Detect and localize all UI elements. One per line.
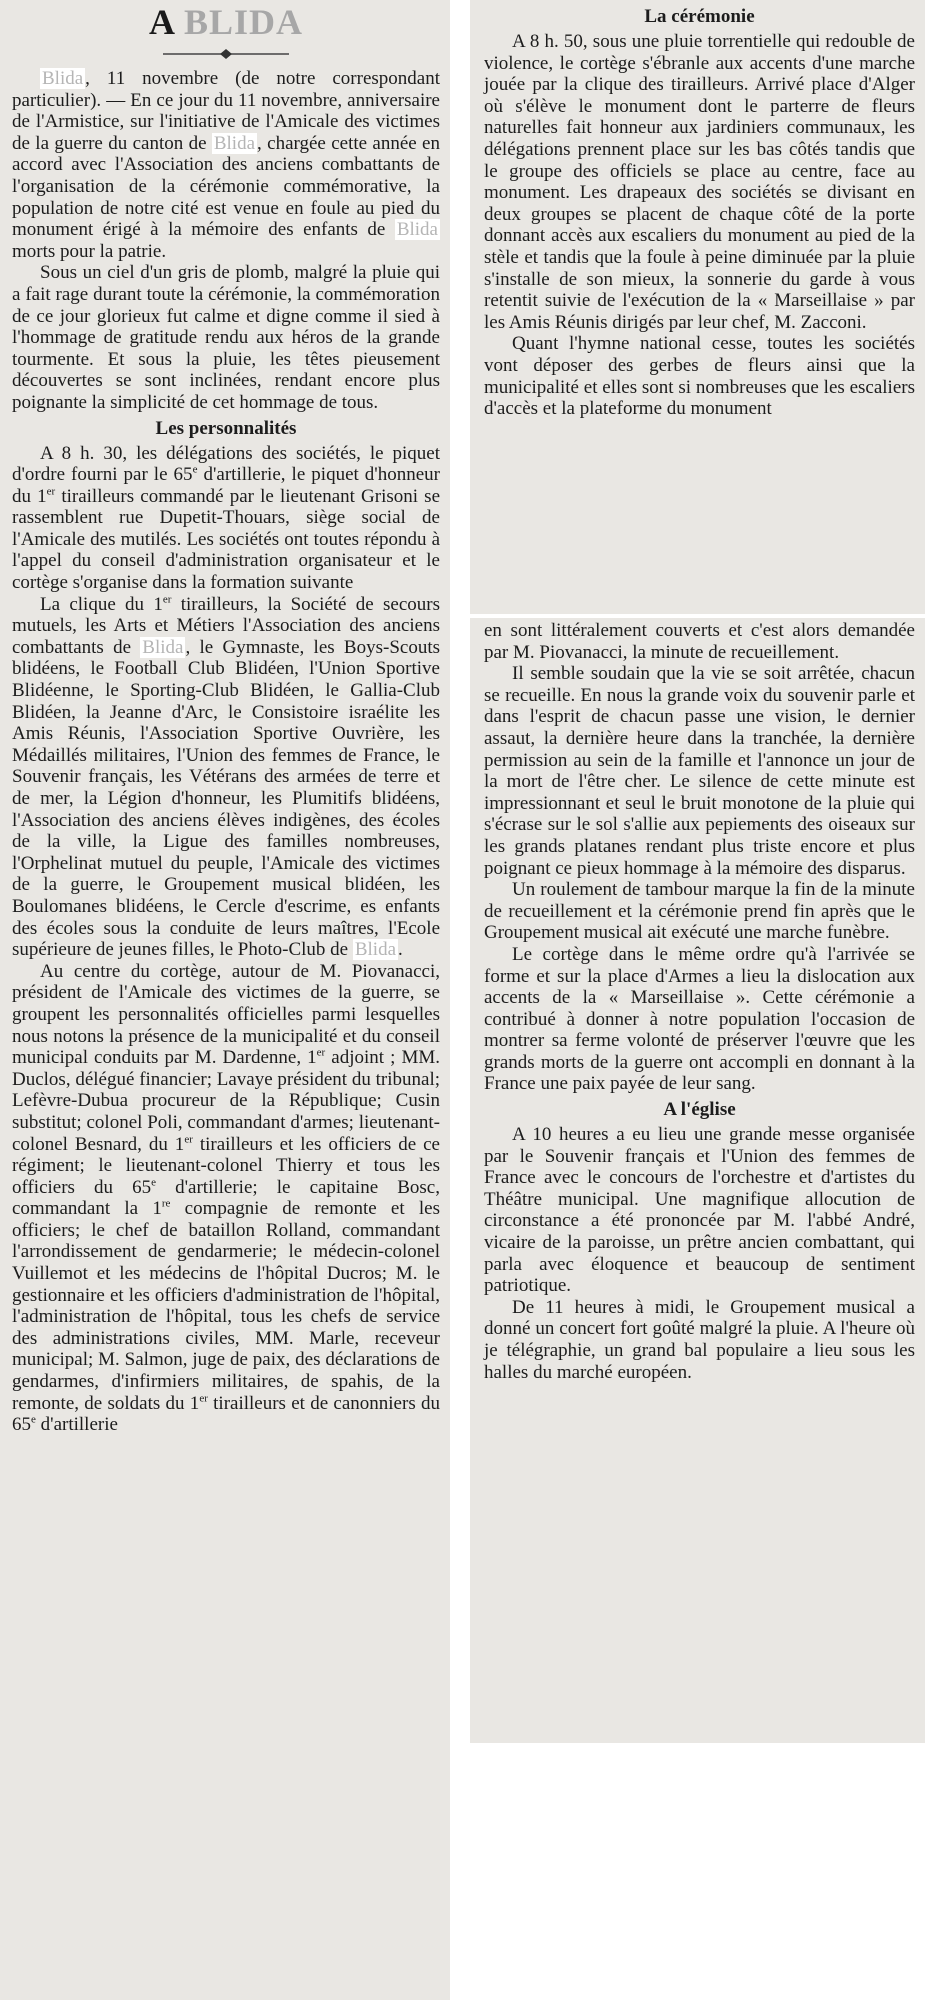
title-ornament — [12, 44, 440, 58]
paragraph-mass: A 10 heures a eu lieu une grande messe organisée par le Souvenir français et l'Union des femmes de France avec le concours de l'orchestre et d'artistes du Théâtre municipal. Une magnifique allocution de circonstance a été prononcée par M. l'abbé André, vicaire de la paroisse, un prêtre ancien combattant, qui parla avec éloquence et beaucoup de sentiment patriotique. — [484, 1124, 915, 1297]
section-heading-personnalites: Les personnalités — [155, 417, 297, 439]
article-column-1 — [0, 0, 450, 2000]
city-name: Blida — [42, 68, 84, 89]
city-name: Blida — [142, 636, 184, 658]
article-title: A BLIDA — [148, 2, 304, 42]
paragraph-officials: Au centre du cortège, autour de M. Piovanacci, président de l'Amicale des victimes de la guerre, se groupent les personnalités officielles parmi lesquelles nous notons la présence de la municipalité et du conseil municipal conduits par M. Dardenne, 1er adjoint ; MM. Duclos, délégué financier; Lavaye président du tribunal; Lefèvre-Dubua procureur de la République; Cusin substitut; colonel Poli, commandant d'armes; lieutenant-colonel Besnard, du 1er tirailleurs et les officiers de ce régiment; le lieutenant-colonel Thierry et tous les officiers du 65e d'artillerie; le capitaine Bosc, commandant la 1re compagnie de remonte et les officiers; le chef de bataillon Rolland, commandant l'arrondissement de gendarmerie; le médecin-colonel Vuillemot et les médecins de l'hôpital Ducros; M. le gestionnaire et les officiers d'administration de l'hôpital, l'administration de l'hôpital, tous les chefs de service des administrations civiles, MM. Marle, receveur municipal; M. Salmon, juge de paix, des déclarations de gendarmes, d'infirmiers militaires, de spahis, de la remonte, de soldats du 1er tirailleurs et de canonniers du 65e d'artillerie — [12, 960, 440, 1436]
paragraph-recollection: Il semble soudain que la vie se soit arrêtée, chacun se recueille. En nous la grande voix du souvenir parle et dans l'esprit de chacun passe une vision, le dernier assaut, la dernière heure dans la tranchée, la dernière permission au sein de la famille et l'annonce un jour de la mort de l'être cher. Le silence de cette minute est impressionnant et seul le bruit monotone de la pluie qui s'écrase sur le sol s'allie aux pepiements des oiseaux sur les grands platanes rendant plus triste encore et plus poignant ce pieux hommage à la mémoire des disparus. — [484, 663, 915, 879]
article-title-city: BLIDA — [183, 2, 304, 42]
paragraph-weather: Sous un ciel d'un gris de plomb, malgré la pluie qui a fait rage durant toute la cérémonie, la commémoration de ce jour glorieux fut calme et digne comme il sied à l'hommage de gratitude rendu aux héros de la grande tourmente. Et sous la pluie, les têtes pieusement découvertes se sont inclinées, rendant encore plus poignante la simplicité de cet hommage de tous. — [12, 262, 440, 413]
paragraph-wreaths: Quant l'hymne national cesse, toutes les sociétés vont déposer des gerbes de fleurs ainsi que la municipalité et elles sont si nombreuses que les escaliers d'accès et la plateforme du monument — [484, 333, 915, 420]
city-name: Blida — [213, 132, 256, 154]
city-name: Blida — [396, 219, 438, 241]
section-heading-eglise: A l'église — [663, 1099, 736, 1121]
article-column-2 — [470, 0, 925, 618]
paragraph-minute-silence: en sont littéralement couverts et c'est alors demandée par M. Piovanacci, la minute de recueillement. — [484, 620, 915, 663]
paragraph-drum-roll: Un roulement de tambour marque la fin de la minute de recueillement et la cérémonie prend fin après que le Groupement musical ait exécuté une marche funèbre. — [484, 879, 915, 944]
divider-ornament-icon — [161, 48, 291, 60]
paragraph-ceremony-start: A 8 h. 50, sous une pluie torrentielle qui redouble de violence, le cortège s'ébranle aux accents d'une marche jouée par la clique des tirailleurs. Arrivé place d'Alger où s'élève le monument dont le parterre de fleurs naturelles fait honneur aux jardiniers communaux, les délégations prennent place sur les bas côtés tandis que le groupe des officiels se place au centre, face au monument. Les drapeaux des sociétés se divisant en deux groupes se placent de chaque côté de la porte donnant accès aux escaliers du monument au pied de la stèle et tandis que la foule à peine diminuée par la pluie s'installe de son mieux, la sonnerie du garde à vous retentit suivie de l'exécution de la « Marseillaise » par les Amis Réunis dirigés par leur chef, M. Zacconi. — [484, 31, 915, 333]
paragraph-intro: Blida , 11 novembre (de notre correspondant particulier). — En ce jour du 11 novembre, anniversaire de l'Armistice, sur l'initiative de l'Amicale des victimes de la guerre du canton de Blida , chargée cette année en accord avec l'Association des anciens combattants de l'organisation de la cérémonie commémorative, la population de notre cité est venue en foule au pied du monument érigé à la mémoire des enfants de Blida morts pour la patrie. — [12, 68, 440, 262]
city-name: Blida — [354, 939, 397, 961]
paragraph-assembly: A 8 h. 30, les délégations des sociétés, le piquet d'ordre fourni par le 65e d'artillerie, le piquet d'honneur du 1er tirailleurs commandé par le lieutenant Grisoni se rassemblent rue Dupetit-Thouars, siège social de l'Amicale des mutilés. Les sociétés ont toutes répondu à l'appel du conseil d'administration organisateur et le cortège s'organise dans la formation suivante — [12, 442, 440, 594]
paragraph-concert: De 11 heures à midi, le Groupement musical a donné un concert fort goûté malgré la pluie. A l'heure où je télégraphie, un grand bal populaire a lieu sous les halles du marché européen. — [484, 1296, 915, 1383]
paragraph-dislocation: Le cortège dans le même ordre qu'à l'arrivée se forme et sur la place d'Armes a lieu la dislocation aux accents de la « Marseillaise ». Cette cérémonie a contribué à donner à notre population l'occasion de montrer sa ferme volonté de préserver l'œuvre que les grands morts de la guerre ont accompli en donnant à la France une paix payée de leur sang. — [484, 943, 915, 1095]
section-heading-ceremonie: La cérémonie — [644, 6, 755, 27]
paragraph-procession-list: La clique du 1er tirailleurs, la Société de secours mutuels, les Arts et Métiers l'Association des anciens combattants de Blida , le Gymnaste, les Boys-Scouts blidéens, le Football Club Blidéen, l'Union Sportive Blidéenne, le Sporting-Club Blidéen, le Gallia-Club Blidéen, la Jeanne d'Arc, le Consistoire israélite les Amis Réunis, l'Association Sportive Ouvrière, les Médaillés militaires, l'Union des femmes de France, le Souvenir français, les Vétérans des armées de terre et de mer, la Légion d'honneur, les Plumitifs blidéens, l'Association des anciens élèves indigènes, des écoles de la ville, la Ligue des familles nombreuses, l'Orphelinat mutuel du peuple, l'Amicale des victimes de la guerre, le Groupement musical blidéen, les Boulomanes blidéens, le Cercle d'escrime, es enfants des écoles sous la conduite de leurs maîtres, l'Ecole supérieure de jeunes filles, le Photo-Club de Blida . — [12, 593, 440, 961]
article-column-3 — [470, 618, 925, 1743]
